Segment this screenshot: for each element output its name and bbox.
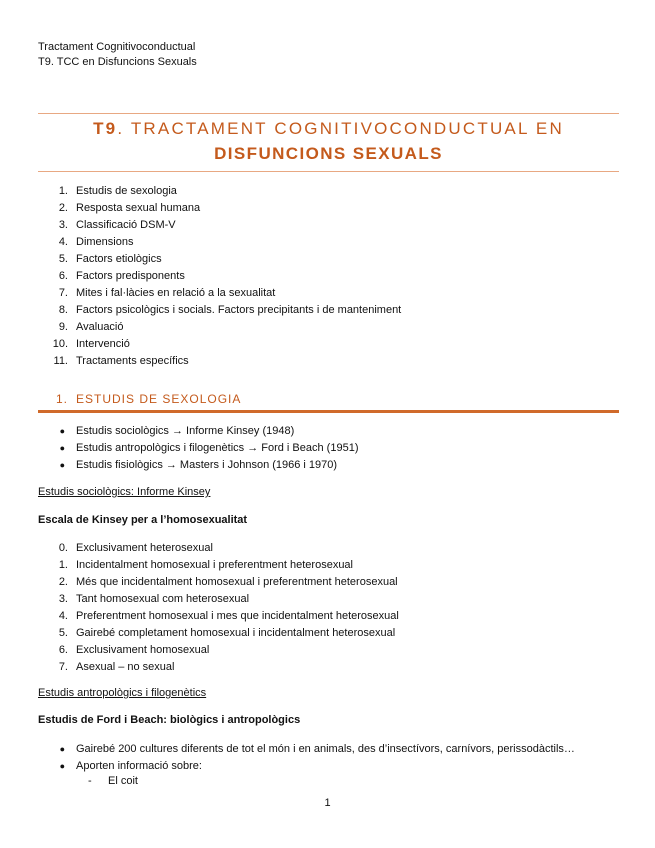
section-title: ESTUDIS DE SEXOLOGIA	[76, 392, 242, 406]
document-title	[38, 113, 619, 172]
toc-item: 3. Classificació DSM-V	[58, 219, 176, 231]
header-course: Tractament Cognitivoconductual	[38, 41, 196, 53]
list-item: ● Gairebé 200 cultures diferents de tot el món i en animals, des d’insectívors, carnívors, perissodàctils…	[38, 741, 575, 758]
list-item: ● Estudis antropològics i filogenètics → Ford i Beach (1951)	[38, 440, 358, 457]
toc-item: 7. Mites i fal·làcies en relació a la sexualitat	[58, 287, 276, 299]
list-item: ● Estudis fisiològics → Masters i Johnson (1966 i 1970)	[38, 457, 358, 474]
bullet-icon: ●	[59, 761, 65, 771]
kinsey-scale-list	[38, 540, 399, 676]
kinsey-scale-title: Escala de Kinsey per a l’homosexualitat	[38, 514, 248, 526]
bullet-icon: ●	[59, 744, 65, 754]
list-item: 5. Gairebé completament homosexual i incidentalment heterosexual	[58, 627, 396, 639]
section-heading	[38, 392, 619, 413]
bullet-icon: ●	[59, 426, 65, 436]
toc-item: 6. Factors predisponents	[58, 270, 185, 282]
list-item: 1. Incidentalment homosexual i preferentment heterosexual	[58, 559, 353, 571]
list-item: 4. Preferentment homosexual i mes que incidentalment heterosexual	[58, 610, 399, 622]
toc-item: 1. Estudis de sexologia	[58, 185, 177, 197]
list-subitem: - El coit	[88, 775, 138, 787]
kinsey-subheading: Estudis sociològics: Informe Kinsey	[38, 486, 211, 498]
list-item: 2. Més que incidentalment homosexual i preferentment heterosexual	[58, 576, 398, 588]
toc-item: 5. Factors etiològics	[58, 253, 162, 265]
ford-beach-title: Estudis de Ford i Beach: biològics i antropològics	[38, 714, 301, 726]
list-item: ● Estudis sociològics → Informe Kinsey (1948)	[38, 423, 358, 440]
header-topic: T9. TCC en Disfuncions Sexuals	[38, 56, 197, 68]
title-code: T9	[93, 119, 118, 138]
title-line1: . TRACTAMENT COGNITIVOCONDUCTUAL EN	[117, 119, 564, 138]
ford-beach-list	[38, 741, 575, 775]
bullet-icon: ●	[59, 443, 65, 453]
page-number: 1	[324, 797, 331, 809]
dash-icon: -	[88, 775, 92, 787]
section-number: 1.	[55, 392, 68, 406]
table-of-contents	[38, 183, 401, 370]
list-item: ● Aporten informació sobre:	[38, 758, 575, 775]
toc-item: 11. Tractaments específics	[53, 355, 189, 367]
toc-item: 8. Factors psicològics i socials. Factors precipitants i de manteniment	[58, 304, 402, 316]
anthro-subheading: Estudis antropològics i filogenètics	[38, 687, 207, 699]
list-item: 7. Asexual – no sexual	[58, 661, 175, 673]
toc-item: 9. Avaluació	[58, 321, 124, 333]
title-line2: DISFUNCIONS SEXUALS	[214, 144, 443, 163]
list-item: 3. Tant homosexual com heterosexual	[58, 593, 250, 605]
bullet-icon: ●	[59, 460, 65, 470]
list-item: 6. Exclusivament homosexual	[58, 644, 210, 656]
study-types-list	[38, 423, 358, 474]
list-item: 0. Exclusivament heterosexual	[58, 542, 213, 554]
toc-item: 4. Dimensions	[58, 236, 134, 248]
toc-item: 10. Intervenció	[52, 338, 130, 350]
running-header	[38, 40, 197, 70]
toc-item: 2. Resposta sexual humana	[58, 202, 201, 214]
